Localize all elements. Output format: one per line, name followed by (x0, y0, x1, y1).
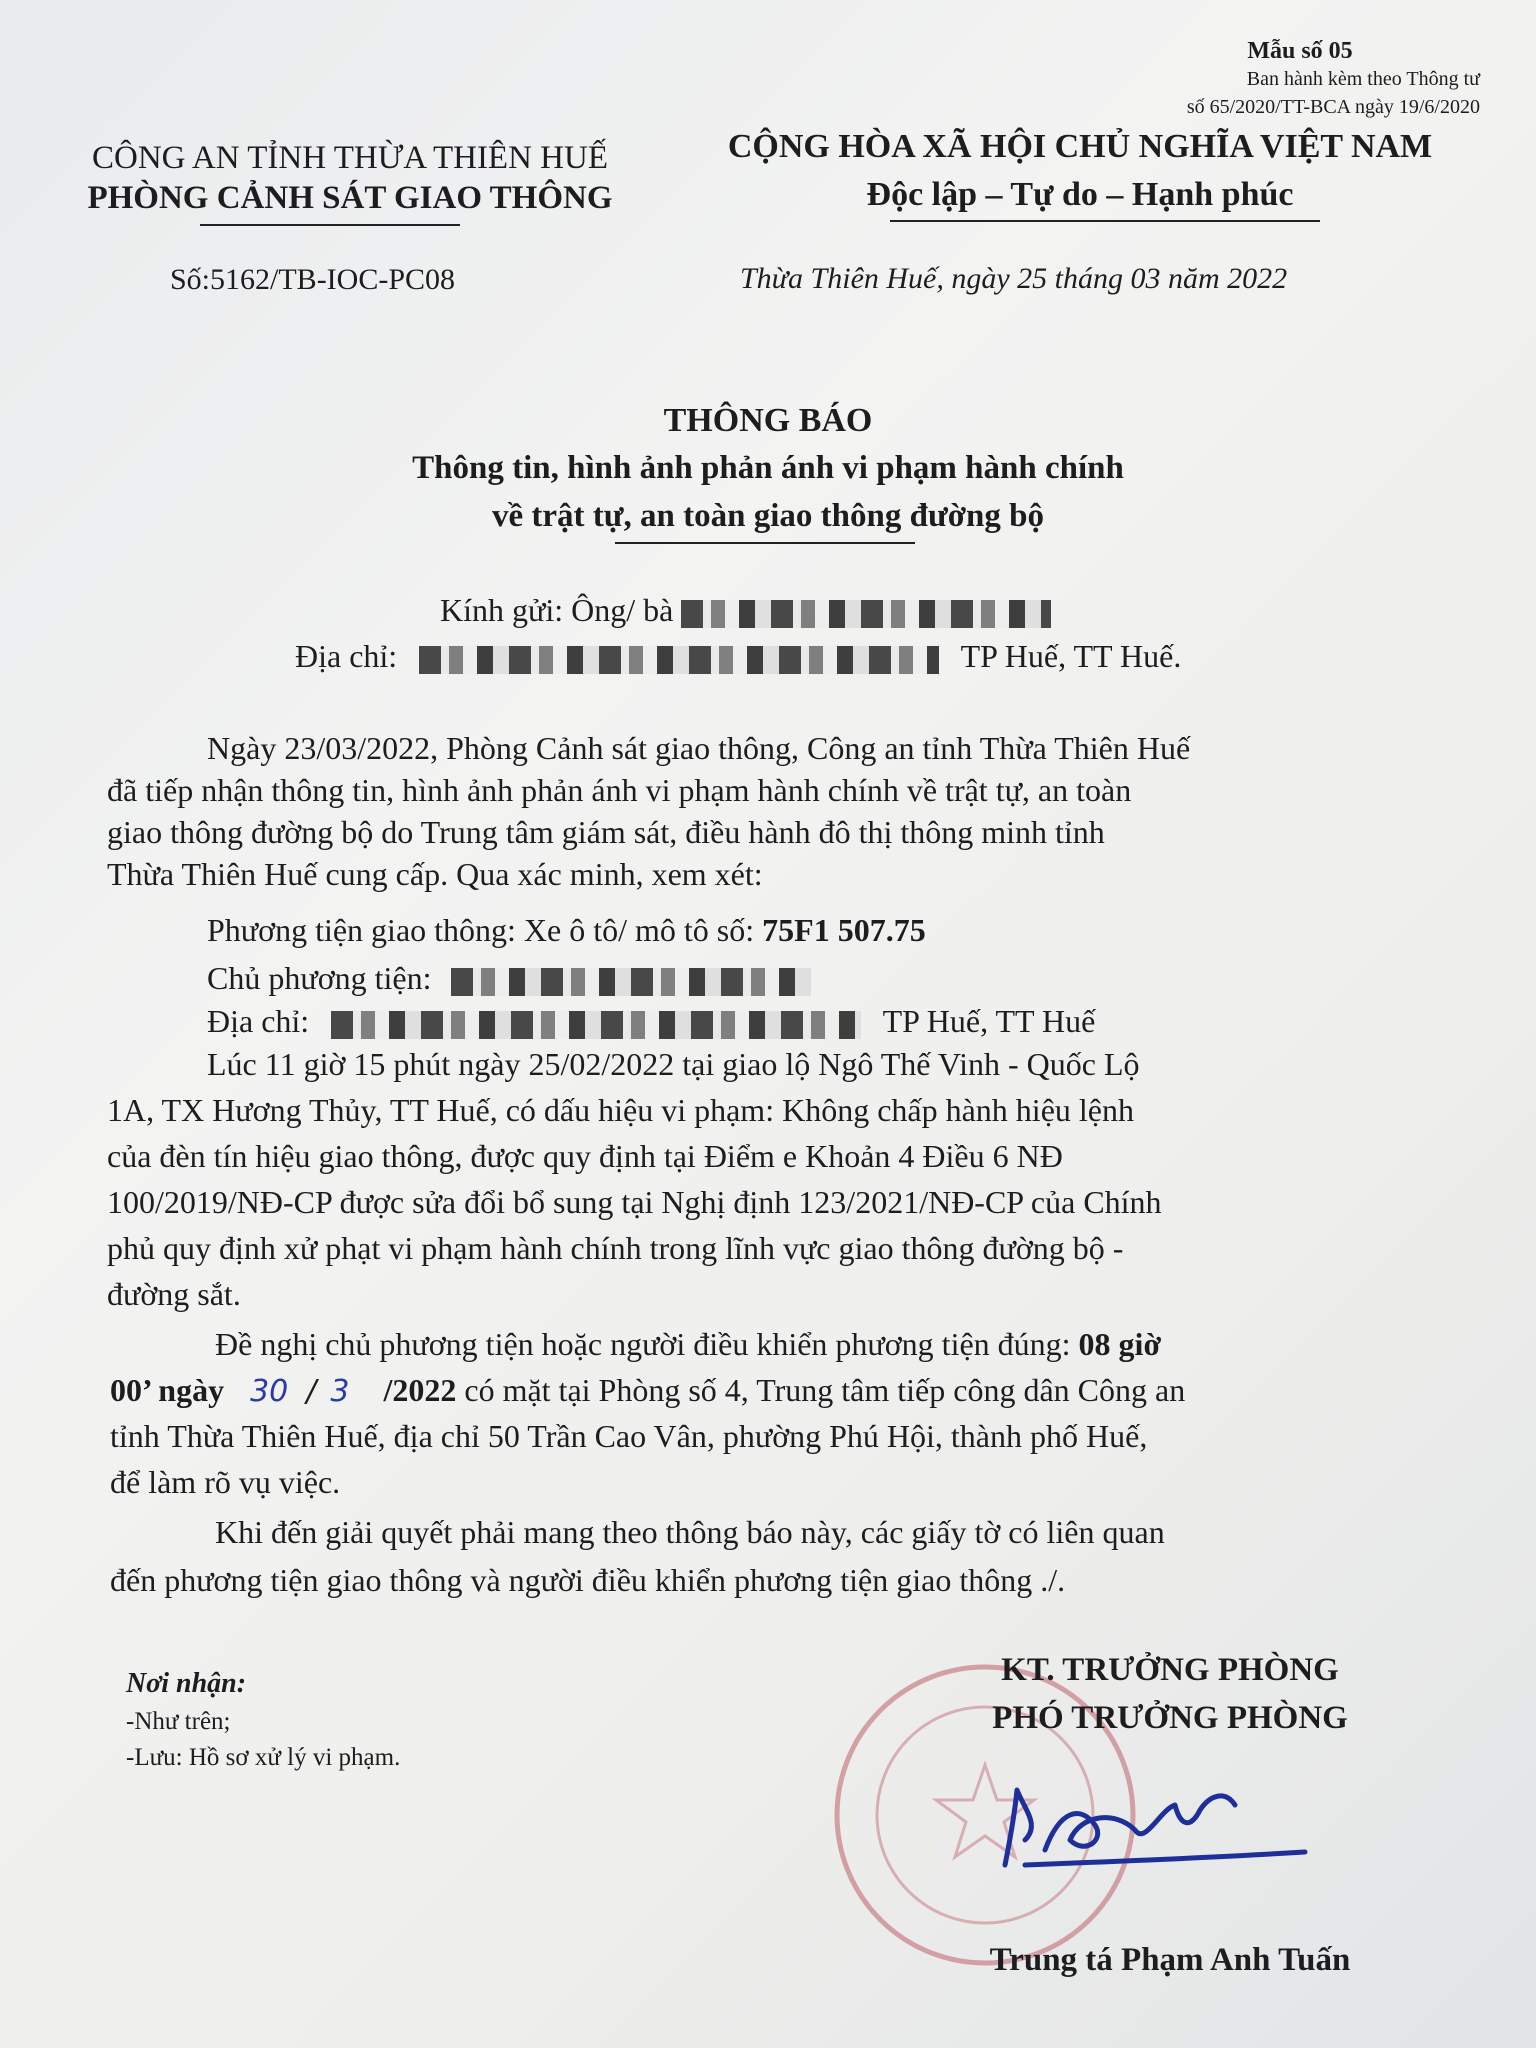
body-p3-line4: để làm rõ vụ việc. (110, 1464, 341, 1500)
redacted-recipient-name (681, 600, 1051, 628)
agency-name: PHÒNG CẢNH SÁT GIAO THÔNG (87, 180, 613, 216)
body-p4-line1: Khi đến giải quyết phải mang theo thông báo này, các giấy tờ có liên quan (215, 1514, 1165, 1550)
recipient-address-suffix: TP Huế, TT Huế. (960, 638, 1182, 674)
handwritten-signature (985, 1770, 1315, 1880)
body-p1-line1: Ngày 23/03/2022, Phòng Cảnh sát giao thông, Công an tỉnh Thừa Thiên Huế (207, 730, 1191, 766)
appointment-day-handwritten: 30 (250, 1374, 289, 1409)
document-subtitle-line2: về trật tự, an toàn giao thông đường bộ (491, 498, 1044, 534)
body-p2-line2: 1A, TX Hương Thủy, TT Huế, có dấu hiệu vi phạm: Không chấp hành hiệu lệnh (107, 1092, 1134, 1128)
body-p2-line5: phủ quy định xử phạt vi phạm hành chính trong lĩnh vực giao thông đường bộ - (107, 1230, 1124, 1266)
body-p4-line2: đến phương tiện giao thông và người điều khiển phương tiện giao thông ./. (110, 1562, 1066, 1598)
subtitle-underline (615, 542, 915, 544)
agency-parent: CÔNG AN TỈNH THỪA THIÊN HUẾ (91, 140, 608, 176)
national-motto: Độc lập – Tự do – Hạnh phúc (866, 176, 1294, 213)
recipients-item-1: -Như trên; (126, 1708, 231, 1735)
redacted-recipient-address (419, 646, 939, 674)
body-p2-line4: 100/2019/NĐ-CP được sửa đổi bổ sung tại Nghị định 123/2021/NĐ-CP của Chính (107, 1184, 1162, 1220)
recipient-greeting: Kính gửi: Ông/ bà (440, 592, 674, 628)
form-number: Mẫu số 05 (1247, 38, 1353, 64)
vehicle-plate: 75F1 507.75 (762, 912, 926, 948)
document-title: THÔNG BÁO (663, 402, 873, 439)
appointment-month-handwritten: 3 (330, 1374, 350, 1409)
body-p3-line1 (215, 1326, 1161, 1363)
document-number: Số:5162/TB-IOC-PC08 (170, 263, 456, 296)
document-subtitle-line1: Thông tin, hình ảnh phản ánh vi phạm hành chính (412, 450, 1124, 486)
owner-address-label: Địa chỉ: (207, 1003, 310, 1039)
body-p3-line2-text: có mặt tại Phòng số 4, Trung tâm tiếp công dân Công an (464, 1372, 1186, 1408)
place-and-date: Thừa Thiên Huế, ngày 25 tháng 03 năm 2022 (740, 262, 1288, 295)
recipient-address-line (295, 638, 1181, 675)
appointment-year: /2022 (383, 1372, 457, 1408)
owner-address-suffix: TP Huế, TT Huế (882, 1003, 1096, 1039)
recipient-line (440, 592, 1051, 629)
body-p2-line3: của đèn tín hiệu giao thông, được quy định tại Điểm e Khoản 4 Điều 6 NĐ (107, 1138, 1063, 1174)
redacted-owner-address (331, 1011, 861, 1039)
nation-name: CỘNG HÒA XÃ HỘI CHỦ NGHĨA VIỆT NAM (727, 128, 1433, 165)
signer-name: Trung tá Phạm Anh Tuấn (989, 1942, 1351, 1978)
agency-underline (200, 224, 460, 226)
form-note-line2: số 65/2020/TT-BCA ngày 19/6/2020 (1186, 96, 1480, 118)
owner-label: Chủ phương tiện: (207, 960, 432, 996)
signature-title-line2: PHÓ TRƯỞNG PHÒNG (992, 1700, 1348, 1736)
body-p2-line6: đường sắt. (107, 1276, 241, 1312)
appointment-minute: 00’ ngày (110, 1372, 225, 1408)
motto-underline (890, 220, 1320, 222)
owner-line (207, 960, 811, 997)
date-separator: / (306, 1374, 317, 1409)
recipients-label: Nơi nhận: (126, 1668, 247, 1699)
vehicle-line (207, 912, 926, 949)
body-p1-line4: Thừa Thiên Huế cung cấp. Qua xác minh, xem xét: (107, 856, 763, 892)
form-note-line1: Ban hành kèm theo Thông tư (1246, 68, 1480, 90)
body-p3-line3: tỉnh Thừa Thiên Huế, địa chỉ 50 Trần Cao Vân, phường Phú Hội, thành phố Huế, (110, 1418, 1148, 1454)
redacted-owner-name (451, 968, 811, 996)
owner-address-line (207, 1003, 1095, 1040)
vehicle-label: Phương tiện giao thông: Xe ô tô/ mô tô số: (207, 912, 755, 948)
recipients-item-2: -Lưu: Hồ sơ xử lý vi phạm. (126, 1744, 401, 1771)
appointment-hour: 08 giờ (1078, 1326, 1162, 1362)
recipient-address-label: Địa chỉ: (295, 638, 398, 674)
body-p3-line1-text: Đề nghị chủ phương tiện hoặc người điều khiển phương tiện đúng: (215, 1326, 1071, 1362)
body-p3-line2 (110, 1372, 1185, 1409)
signature-title-line1: KT. TRƯỞNG PHÒNG (1001, 1652, 1339, 1688)
body-p2-line1: Lúc 11 giờ 15 phút ngày 25/02/2022 tại giao lộ Ngô Thế Vinh - Quốc Lộ (207, 1046, 1140, 1082)
body-p1-line2: đã tiếp nhận thông tin, hình ảnh phản ánh vi phạm hành chính về trật tự, an toàn (107, 772, 1132, 808)
body-p1-line3: giao thông đường bộ do Trung tâm giám sát, điều hành đô thị thông minh tỉnh (107, 814, 1105, 850)
